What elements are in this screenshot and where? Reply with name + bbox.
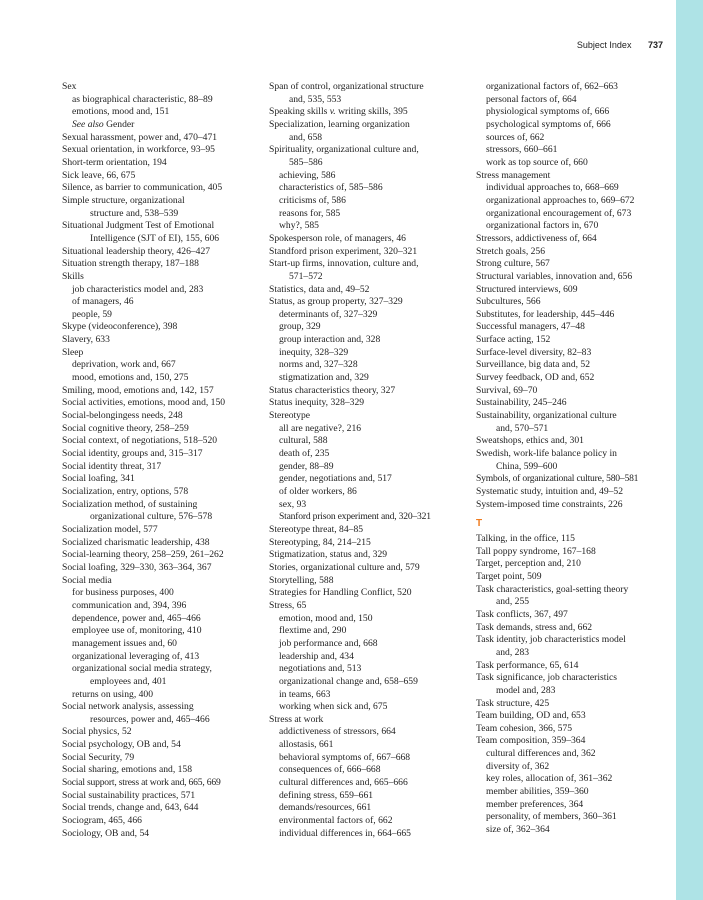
index-entry: Task significance, job characteristics — [476, 672, 618, 684]
index-entry: Sociogram, 465, 466 — [62, 815, 142, 827]
index-entry-continuation: Intelligence (SJT of EI), 155, 606 — [90, 232, 220, 244]
cross-reference-target: Gender — [103, 118, 135, 130]
index-entry: Team composition, 359–364 — [476, 735, 586, 747]
index-subentry: member preferences, 364 — [486, 798, 584, 810]
index-entry: Target point, 509 — [476, 570, 542, 582]
index-subentry: key roles, allocation of, 361–362 — [486, 773, 613, 785]
index-entry: Task demands, stress and, 662 — [476, 621, 593, 633]
index-entry: Socialization, entry, options, 578 — [62, 486, 189, 497]
index-entry: Sleep — [62, 346, 84, 358]
running-head-title: Subject Index — [576, 40, 632, 50]
index-entry: Silence, as barrier to communication, 405 — [62, 182, 223, 194]
index-subentry: individual approaches to, 668–669 — [486, 182, 619, 194]
index-entry: System-imposed time constraints, 226 — [476, 498, 623, 510]
index-cross-reference — [62, 119, 268, 132]
index-entry: Task identity, job characteristics model — [476, 634, 626, 646]
index-entry: Situation strength therapy, 187–188 — [62, 258, 199, 270]
index-subentry: determinants of, 327–329 — [279, 308, 378, 320]
index-subentry: for business purposes, 400 — [72, 587, 174, 599]
index-subentry: diversity of, 362 — [486, 760, 550, 772]
index-entry: Situational Judgment Test of Emotional — [62, 220, 215, 232]
index-subentry: returns on using, 400 — [72, 688, 154, 700]
index-subentry: working when sick and, 675 — [279, 701, 388, 713]
index-subentry: emotions, mood and, 151 — [72, 106, 170, 118]
index-entry: Symbols, of organizational culture, 580–581 — [476, 473, 639, 485]
index-subentry: cultural differences and, 362 — [486, 748, 596, 760]
entry-text: Speaking skills — [269, 106, 330, 118]
index-subentry: stressors, 660–661 — [486, 144, 558, 156]
index-entry: Social media — [62, 574, 112, 586]
index-entry-continuation: and, 658 — [289, 131, 323, 143]
index-entry: Subcultures, 566 — [476, 296, 541, 308]
index-entry: Sexual harassment, power and, 470–471 — [62, 131, 218, 143]
index-subentry: work as top source of, 660 — [486, 156, 588, 168]
index-entry: Social sustainability practices, 571 — [62, 789, 196, 801]
index-subentry: norms and, 327–328 — [279, 359, 358, 371]
index-entry-continuation: resources, power and, 465–466 — [90, 713, 210, 725]
index-entry: Sociology, OB and, 54 — [62, 827, 150, 839]
index-entry: Task structure, 425 — [476, 697, 550, 709]
index-subentry: in teams, 663 — [279, 688, 331, 700]
index-entry: Sexual orientation, in workforce, 93–95 — [62, 144, 215, 156]
index-entry-continuation: and, 570–571 — [496, 422, 549, 434]
index-entry: Strong culture, 567 — [476, 258, 550, 270]
index-subentry: allostasis, 661 — [279, 739, 334, 751]
index-subentry: organizational leveraging of, 413 — [72, 650, 200, 662]
index-subentry: organizational social media strategy, — [72, 663, 212, 675]
index-entry: Skills — [62, 270, 84, 282]
index-entry-continuation: structure and, 538–539 — [90, 207, 179, 219]
index-subentry: employee use of, monitoring, 410 — [72, 625, 202, 637]
index-entry: Span of control, organizational structure — [269, 81, 424, 92]
index-entry: Skype (videoconference), 398 — [62, 321, 178, 333]
index-entry: Sick leave, 66, 675 — [62, 169, 136, 181]
index-entry: Simple structure, organizational — [62, 194, 185, 206]
index-entry: Tall poppy syndrome, 167–168 — [476, 545, 596, 557]
index-entry: Social sharing, emotions and, 158 — [62, 764, 193, 776]
index-subentry: cultural, 588 — [279, 435, 328, 447]
index-entry: Social physics, 52 — [62, 726, 132, 738]
index-subentry: group interaction and, 328 — [279, 334, 381, 346]
index-subentry: consequences of, 666–668 — [279, 764, 381, 776]
index-entry: Stereotype — [269, 410, 311, 422]
index-entry: Swedish, work-life balance policy in — [476, 448, 617, 460]
index-entry: Social network analysis, assessing — [62, 701, 194, 713]
side-color-tab — [676, 0, 703, 900]
index-subentry: flextime and, 290 — [279, 625, 347, 637]
index-entry: Socialization model, 577 — [62, 523, 158, 535]
index-subentry: organizational encouragement of, 673 — [486, 207, 632, 219]
index-entry: Socialized charismatic leadership, 438 — [62, 536, 210, 548]
index-entry: Start-up firms, innovation, culture and, — [269, 258, 419, 270]
index-subentry: achieving, 586 — [279, 169, 336, 181]
index-entry-continuation: and, 255 — [496, 596, 530, 608]
index-subentry: addictiveness of stressors, 664 — [279, 726, 396, 738]
index-subentry: size of, 362–364 — [486, 824, 550, 836]
index-entry-continuation: and, 535, 553 — [289, 93, 342, 105]
index-entry: Specialization, learning organization — [269, 118, 410, 130]
index-entry: Storytelling, 588 — [269, 574, 334, 586]
index-entry: Slavery, 633 — [62, 334, 110, 346]
index-entry: Successful managers, 47–48 — [476, 321, 585, 333]
index-subentry: inequity, 328–329 — [279, 346, 349, 358]
index-subentry: organizational approaches to, 669–672 — [486, 194, 635, 206]
index-entry: Status characteristics theory, 327 — [269, 384, 396, 396]
index-entry: Survey feedback, OD and, 652 — [476, 372, 595, 384]
index-subentry: leadership and, 434 — [279, 650, 354, 662]
index-entry: Structured interviews, 609 — [476, 283, 578, 295]
index-entry: Stories, organizational culture and, 579 — [269, 561, 420, 573]
index-entry: Sustainability, 245–246 — [476, 397, 567, 409]
index-entry: Stigmatization, status and, 329 — [269, 549, 388, 561]
index-entry: Stress management — [476, 169, 551, 181]
index-entry: Sustainability, organizational culture — [476, 410, 617, 422]
index-subentry: characteristics of, 585–586 — [279, 182, 383, 194]
index-entry: Systematic study, intuition and, 49–52 — [476, 486, 624, 497]
index-entry — [269, 106, 475, 119]
index-column-1 — [62, 81, 268, 840]
index-entry: Substitutes, for leadership, 445–446 — [476, 308, 615, 320]
index-entry: Social psychology, OB and, 54 — [62, 739, 181, 751]
index-subentry: individual differences in, 664–665 — [279, 827, 411, 839]
index-entry: Team cohesion, 366, 575 — [476, 722, 573, 734]
index-entry: Social identity, groups and, 315–317 — [62, 448, 203, 460]
index-subentry: deprivation, work and, 667 — [72, 359, 176, 371]
index-entry: Stressors, addictiveness of, 664 — [476, 232, 597, 244]
index-subentry: dependence, power and, 465–466 — [72, 612, 201, 624]
index-subentry: personality, of members, 360–361 — [486, 811, 617, 823]
index-subentry: sex, 93 — [279, 498, 307, 510]
index-subentry: organizational factors in, 670 — [486, 220, 599, 232]
index-entry: Stereotyping, 84, 214–215 — [269, 536, 371, 548]
index-entry-continuation: organizational culture, 576–578 — [90, 511, 213, 523]
index-subentry: management issues and, 60 — [72, 637, 177, 649]
index-entry: Social identity threat, 317 — [62, 460, 162, 472]
index-subentry: Stanford prison experiment and, 320–321 — [279, 511, 431, 523]
index-entry: Spokesperson role, of managers, 46 — [269, 232, 406, 244]
versus-abbreviation: v. — [329, 106, 336, 118]
index-entry-continuation: China, 599–600 — [496, 460, 558, 472]
index-entry: Sweatshops, ethics and, 301 — [476, 435, 584, 447]
index-subentry: job characteristics model and, 283 — [72, 283, 204, 295]
index-entry: Task conflicts, 367, 497 — [476, 608, 568, 620]
index-entry: Task characteristics, goal-setting theory — [476, 583, 629, 595]
index-entry: Situational leadership theory, 426–427 — [62, 245, 211, 257]
index-entry: Social cognitive theory, 258–259 — [62, 422, 189, 434]
index-entry: Status, as group property, 327–329 — [269, 296, 403, 308]
index-entry: Socialization method, of sustaining — [62, 498, 198, 510]
index-subentry: negotiations and, 513 — [279, 663, 362, 675]
index-entry-continuation: and, 283 — [496, 646, 530, 658]
index-subentry: all are negative?, 216 — [279, 422, 362, 434]
index-subentry: defining stress, 659–661 — [279, 789, 374, 801]
index-subentry: job performance and, 668 — [279, 637, 378, 649]
index-entry: Stereotype threat, 84–85 — [269, 523, 364, 535]
index-entry: Task performance, 65, 614 — [476, 659, 579, 671]
index-entry: Stress, 65 — [269, 599, 307, 611]
index-subentry: criticisms of, 586 — [279, 194, 346, 206]
index-subentry: communication and, 394, 396 — [72, 599, 187, 611]
index-subentry: group, 329 — [279, 321, 321, 333]
index-subentry: sources of, 662 — [486, 131, 545, 143]
index-entry: Standford prison experiment, 320–321 — [269, 245, 418, 257]
index-subentry: of managers, 46 — [72, 296, 134, 308]
index-subentry: reasons for, 585 — [279, 207, 341, 219]
index-entry: Social trends, change and, 643, 644 — [62, 802, 199, 814]
index-entry-continuation: 585–586 — [289, 156, 323, 168]
index-entry: Statistics, data and, 49–52 — [269, 283, 370, 295]
index-subentry: emotion, mood and, 150 — [279, 612, 373, 624]
index-entry: Talking, in the office, 115 — [476, 532, 575, 544]
index-entry: Spirituality, organizational culture and, — [269, 144, 419, 156]
index-entry: Social-learning theory, 258–259, 261–262 — [62, 549, 224, 561]
index-subentry: cultural differences and, 665–666 — [279, 777, 408, 789]
index-subentry: stigmatization and, 329 — [279, 372, 369, 384]
index-subentry: behavioral symptoms of, 667–668 — [279, 751, 411, 763]
index-subentry: gender, negotiations and, 517 — [279, 473, 392, 485]
index-column-2 — [269, 81, 475, 840]
index-subentry: organizational change and, 658–659 — [279, 675, 418, 687]
index-entry: Short-term orientation, 194 — [62, 156, 167, 168]
index-subentry: environmental factors of, 662 — [279, 815, 393, 827]
see-also-label: See also — [72, 118, 104, 130]
entry-text: writing skills, 395 — [335, 106, 408, 118]
index-entry: Stress at work — [269, 713, 324, 725]
index-entry: Surveillance, big data and, 52 — [476, 359, 591, 371]
index-subentry: why?, 585 — [279, 220, 319, 232]
index-subentry: as biographical characteristic, 88–89 — [72, 93, 213, 105]
index-subentry: organizational factors of, 662–663 — [486, 81, 618, 92]
running-head — [577, 40, 663, 50]
index-subentry: member abilities, 359–360 — [486, 786, 589, 798]
index-subentry: physiological symptoms of, 666 — [486, 106, 610, 118]
page-number: 737 — [647, 40, 663, 50]
index-subentry: gender, 88–89 — [279, 460, 334, 472]
index-entry: Team building, OD and, 653 — [476, 710, 586, 722]
index-entry: Social loafing, 329–330, 363–364, 367 — [62, 561, 212, 573]
index-entry: Strategies for Handling Conflict, 520 — [269, 587, 412, 599]
index-subentry: personal factors of, 664 — [486, 93, 577, 105]
index-subentry: of older workers, 86 — [279, 486, 357, 497]
index-entry: Surface acting, 152 — [476, 334, 551, 346]
index-entry: Target, perception and, 210 — [476, 558, 581, 570]
index-entry: Social Security, 79 — [62, 751, 135, 763]
index-subentry: people, 59 — [72, 308, 112, 320]
index-subentry-continuation: employees and, 401 — [90, 675, 167, 687]
index-entry: Social activities, emotions, mood and, 150 — [62, 397, 226, 409]
index-entry: Surface-level diversity, 82–83 — [476, 346, 592, 358]
index-subentry: demands/resources, 661 — [279, 802, 372, 814]
index-entry: Social-belongingess needs, 248 — [62, 410, 183, 422]
index-entry: Smiling, mood, emotions and, 142, 157 — [62, 384, 214, 396]
index-entry: Social support, stress at work and, 665, 669 — [62, 777, 221, 789]
index-entry: Social loafing, 341 — [62, 473, 135, 485]
index-entry: Status inequity, 328–329 — [269, 397, 365, 409]
index-entry-continuation: 571–572 — [289, 270, 323, 282]
index-entry: Survival, 69–70 — [476, 384, 538, 396]
index-entry: Structural variables, innovation and, 656 — [476, 270, 633, 282]
index-entry: Sex — [62, 81, 77, 92]
index-subentry: death of, 235 — [279, 448, 330, 460]
index-entry: Social context, of negotiations, 518–520 — [62, 435, 218, 447]
index-subentry: mood, emotions and, 150, 275 — [72, 372, 189, 384]
index-column-3 — [476, 81, 676, 837]
section-letter-t: T — [476, 518, 483, 530]
index-entry: Stretch goals, 256 — [476, 245, 546, 257]
index-entry-continuation: model and, 283 — [496, 684, 556, 696]
index-subentry: psychological symptoms of, 666 — [486, 118, 611, 130]
